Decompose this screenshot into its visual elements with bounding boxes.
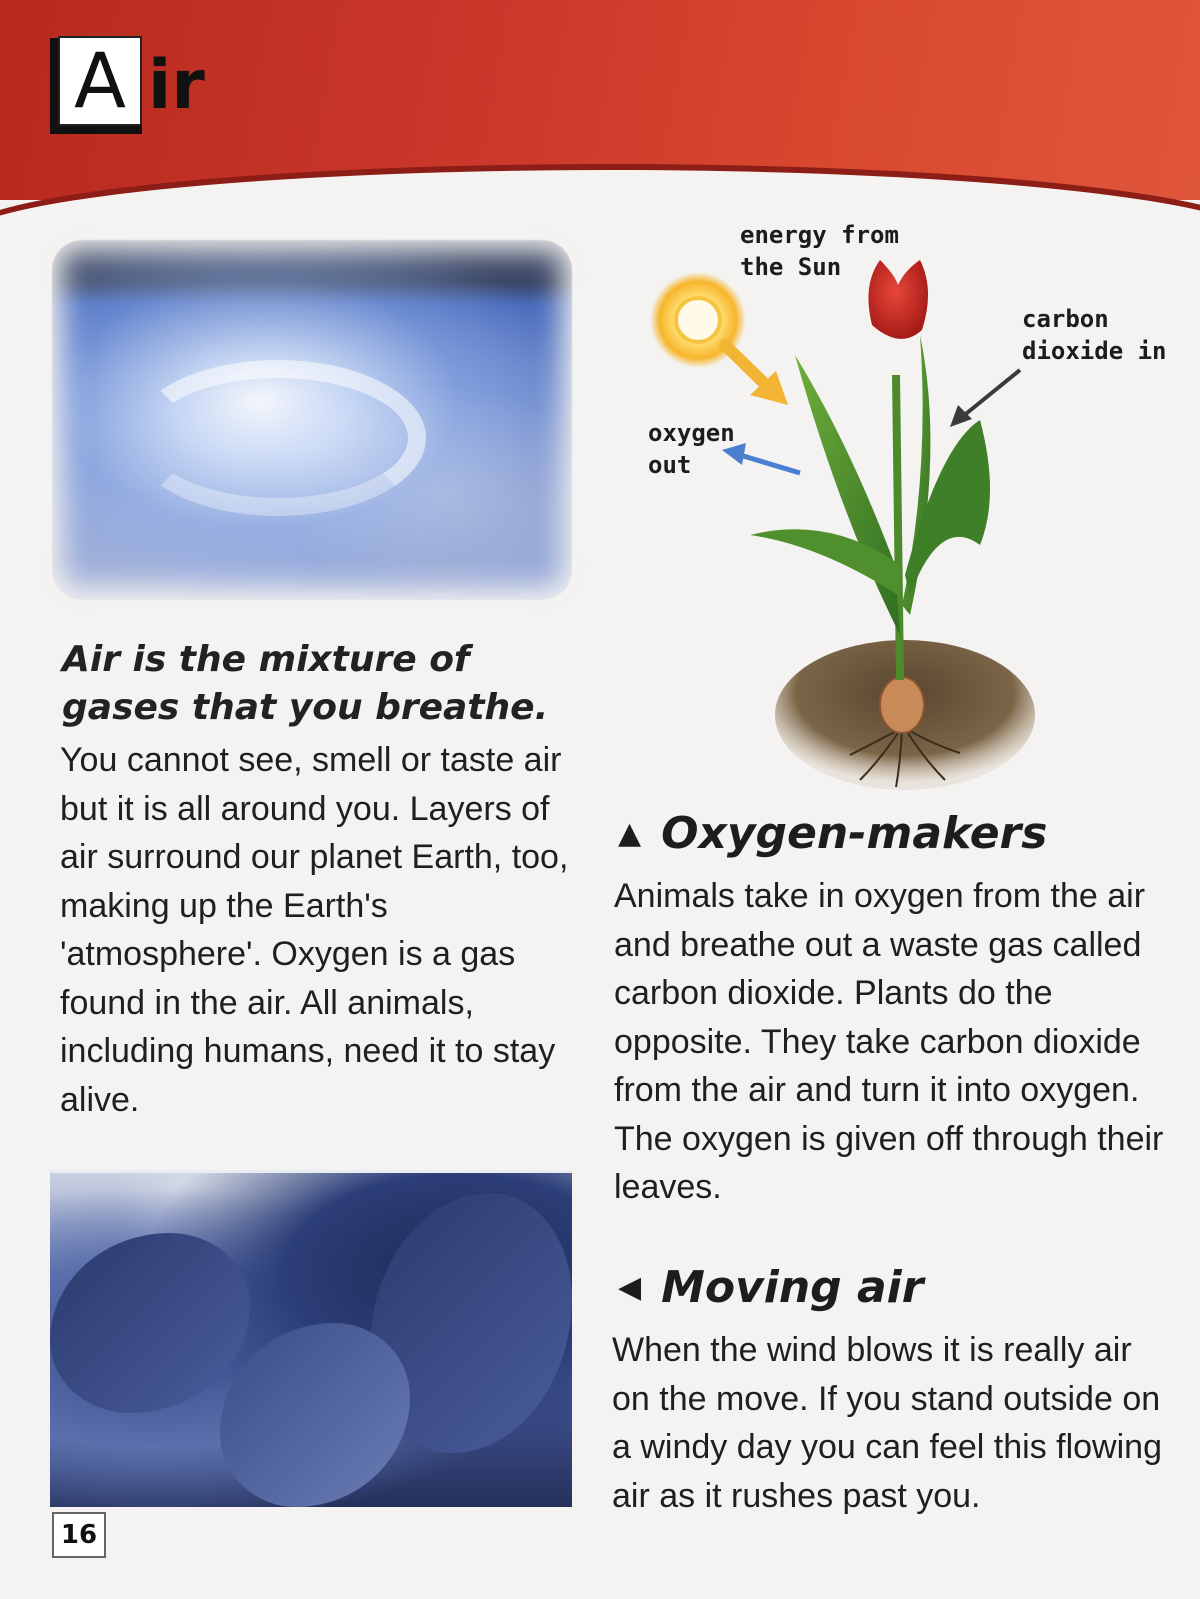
photo-foliage [50,1233,250,1413]
bulb [880,677,924,733]
heading-text: Moving air [661,1262,924,1313]
photosynthesis-diagram [600,215,1180,795]
left-arrow-icon: ◀ [618,1270,642,1305]
label-energy-from-sun: energy from the Sun [740,221,899,281]
section-body-oxygen-makers: Animals take in oxygen from the air and breathe out a waste gas called carbon dioxide. Plants do the opposite. They take carbon dioxide from the air and turn it into oxygen. The oxygen is given off through their leaves. [614,877,1164,1206]
tulip-illustration [600,215,1180,795]
intro-lead: Air is the mixture of gases that you breathe. [62,639,549,728]
windy-trees-photo [50,1170,572,1507]
photo-vignette [40,230,585,610]
label-oxygen-out: oxygen out [648,419,735,479]
photo-foliage [220,1323,410,1507]
leaf-left [795,355,900,635]
heading-text: Oxygen-makers [661,808,1048,859]
intro-body: You cannot see, smell or taste air but it is all around you. Layers of air surround our planet Earth, too, making up the Earth's 'atmosphere'. Oxygen is a gas found in the air. All animals, including humans, need it to stay alive. [60,741,569,1119]
section-heading-oxygen-makers [618,808,1048,859]
section-body-moving-air: When the wind blows it is really air on the move. If you stand outside on a windy day you can feel this flowing air as it rushes past you. [612,1331,1162,1515]
label-carbon-dioxide-in: carbon dioxide in [1022,305,1167,365]
oxygen-out-arrow [740,455,800,473]
section-heading-moving-air [618,1262,924,1313]
stem [896,375,900,680]
title-first-letter: A [58,36,142,126]
sun-energy-arrow [725,345,768,387]
up-arrow-icon: ▲ [618,816,642,851]
title-rest: ir [148,46,205,125]
page-number: 16 [52,1512,106,1558]
carbon-dioxide-in-arrow [962,370,1020,417]
